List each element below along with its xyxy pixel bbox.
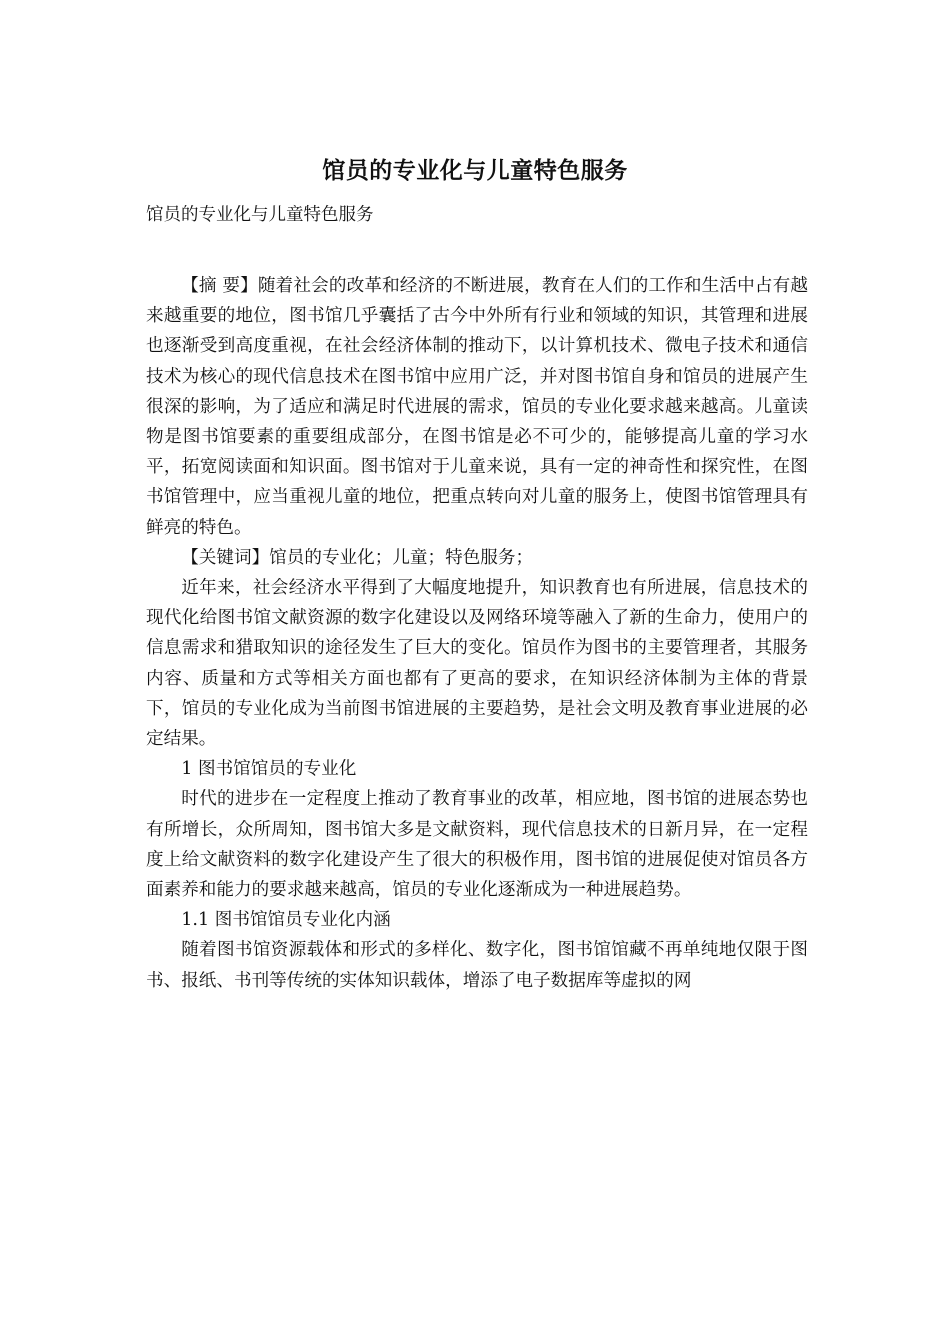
keywords-paragraph: 【关键词】馆员的专业化；儿童；特色服务；	[181, 547, 534, 568]
section-1-paragraph: 时代的进步在一定程度上推动了教育事业的改革，相应地，图书馆的进展态势也有所增长，众所周知，图书馆大多是文献资料，现代信息技术的日新月异，在一定程度上给文献资料的数字化建设产生了很大的积极作用，图书馆的进展促使对馆员各方面素养和能力的要求越来越高，馆员的专业化逐渐成为一种进展趋势。	[146, 789, 808, 901]
section-heading-1: 1 图书馆馆员的专业化	[181, 759, 357, 780]
section-1-1-paragraph: 随着图书馆资源载体和形式的多样化、数字化，图书馆馆藏不再单纯地仅限于图书、报纸、书刊等传统的实体知识载体，增添了电子数据库等虚拟的网	[146, 940, 808, 991]
section-heading-1-1: 1.1 图书馆馆员专业化内涵	[181, 910, 391, 931]
document-title: 馆员的专业化与儿童特色服务	[322, 157, 628, 184]
intro-paragraph: 近年来，社会经济水平得到了大幅度地提升，知识教育也有所进展，信息技术的现代化给图书馆文献资源的数字化建设以及网络环境等融入了新的生命力，使用户的信息需求和猎取知识的途径发生了巨大的变化。馆员作为图书的主要管理者，其服务内容、质量和方式等相关方面也都有了更高的要求，在知识经济体制为主体的背景下，馆员的专业化成为当前图书馆进展的主要趋势，是社会文明及教育事业进展的必定结果。	[146, 578, 808, 750]
abstract-paragraph: 【摘 要】随着社会的改革和经济的不断进展，教育在人们的工作和生活中占有越来越重要的地位，图书馆几乎囊括了古今中外所有行业和领域的知识，其管理和进展也逐渐受到高度重视，在社会经济体制的推动下，以计算机技术、微电子技术和通信技术为核心的现代信息技术在图书馆中应用广泛，并对图书馆自身和馆员的进展产生很深的影响，为了适应和满足时代进展的需求，馆员的专业化要求越来越高。儿童读物是图书馆要素的重要组成部分，在图书馆是必不可少的，能够提高儿童的学习水平，拓宽阅读面和知识面。图书馆对于儿童来说，具有一定的神奇性和探究性，在图书馆管理中，应当重视儿童的地位，把重点转向对儿童的服务上，使图书馆管理具有鲜亮的特色。	[146, 276, 808, 538]
document-body	[146, 271, 808, 996]
document-subtitle: 馆员的专业化与儿童特色服务	[146, 205, 374, 225]
